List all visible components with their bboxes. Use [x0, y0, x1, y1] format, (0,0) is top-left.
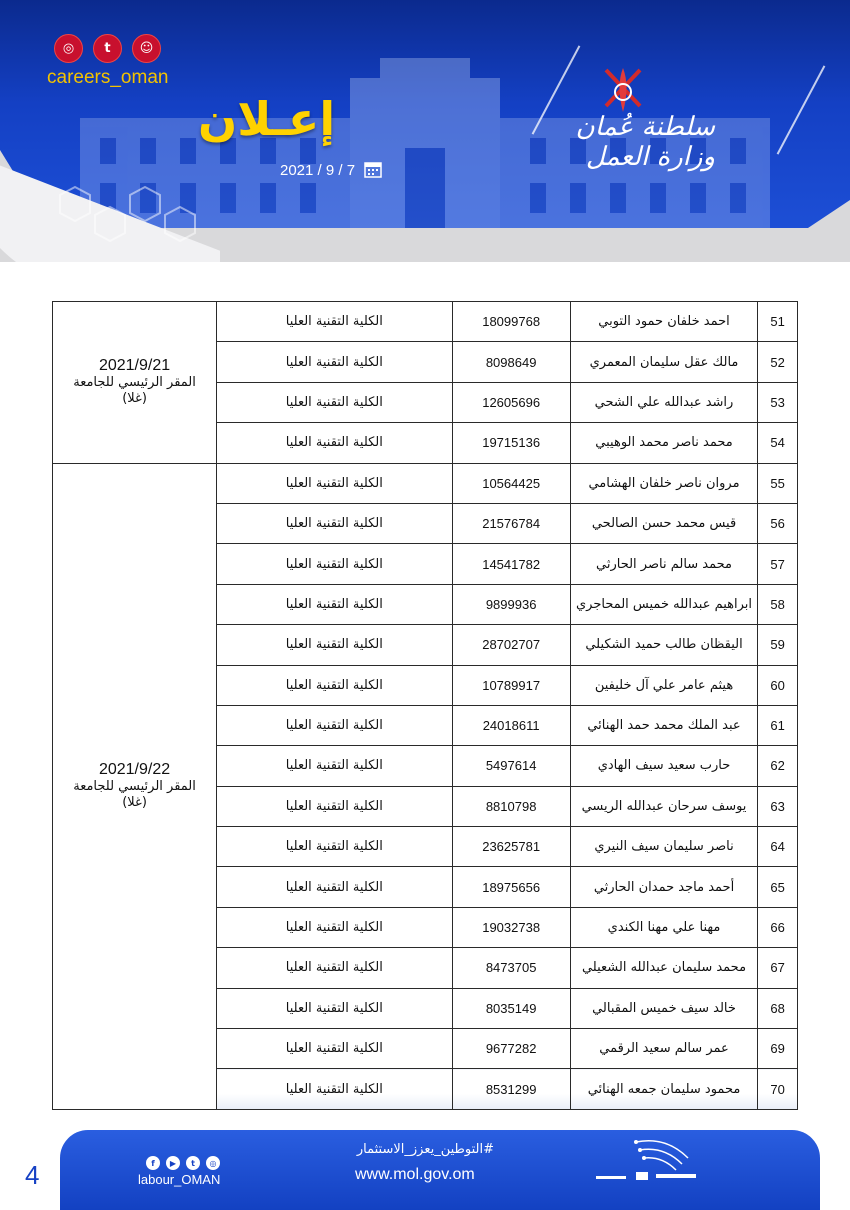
candidate-id-cell: 18099768	[452, 302, 570, 342]
row-number-cell: 56	[758, 503, 798, 543]
college-cell: الكلية التقنية العليا	[217, 382, 452, 422]
candidate-id-cell: 19032738	[452, 907, 570, 947]
announcement-date: 2021 / 9 / 7	[280, 162, 356, 179]
table-row	[53, 302, 798, 342]
college-cell: الكلية التقنية العليا	[217, 544, 452, 584]
row-number-cell: 62	[758, 746, 798, 786]
college-cell: الكلية التقنية العليا	[217, 827, 452, 867]
footer-banner	[0, 1122, 850, 1202]
twitter-icon[interactable]: t	[186, 1156, 200, 1170]
candidate-id-cell: 24018611	[452, 705, 570, 745]
college-cell: الكلية التقنية العليا	[217, 786, 452, 826]
candidate-id-cell: 10564425	[452, 463, 570, 503]
instagram-icon[interactable]: ◎	[206, 1156, 220, 1170]
candidate-name-cell: خالد سيف خميس المقبالي	[570, 988, 758, 1028]
row-number-cell: 61	[758, 705, 798, 745]
row-number-cell: 51	[758, 302, 798, 342]
row-number-cell: 57	[758, 544, 798, 584]
candidate-name-cell: مهنا علي مهنا الكندي	[570, 907, 758, 947]
college-cell: الكلية التقنية العليا	[217, 867, 452, 907]
college-cell: الكلية التقنية العليا	[217, 907, 452, 947]
youtube-icon[interactable]: ▶	[166, 1156, 180, 1170]
twitter-icon[interactable]: t	[93, 34, 122, 63]
candidate-id-cell: 28702707	[452, 625, 570, 665]
ministry-line-2: وزارة العمل	[585, 142, 715, 172]
candidate-name-cell: عمر سالم سعيد الرقمي	[570, 1029, 758, 1069]
row-number-cell: 70	[758, 1069, 798, 1109]
candidate-id-cell: 8035149	[452, 988, 570, 1028]
candidate-name-cell: محمد سالم ناصر الحارثي	[570, 544, 758, 584]
page-number: 4	[25, 1160, 40, 1190]
row-number-cell: 53	[758, 382, 798, 422]
college-cell: الكلية التقنية العليا	[217, 948, 452, 988]
row-number-cell: 65	[758, 867, 798, 907]
candidate-id-cell: 8473705	[452, 948, 570, 988]
candidate-id-cell: 19715136	[452, 423, 570, 463]
candidate-id-cell: 9899936	[452, 584, 570, 624]
ministry-line-1: سلطنة عُمان	[575, 112, 715, 142]
candidate-id-cell: 8810798	[452, 786, 570, 826]
college-cell: الكلية التقنية العليا	[217, 705, 452, 745]
interview-schedule-cell	[53, 463, 217, 1109]
candidate-id-cell: 10789917	[452, 665, 570, 705]
website-link[interactable]: www.mol.gov.om	[355, 1166, 475, 1183]
candidate-name-cell: محمد ناصر محمد الوهيبي	[570, 423, 758, 463]
instagram-icon[interactable]: ◎	[54, 34, 83, 63]
snapchat-icon[interactable]: ☺	[132, 34, 161, 63]
interview-location: المقر الرئيسي للجامعة	[73, 374, 196, 390]
candidate-name-cell: عبد الملك محمد حمد الهنائي	[570, 705, 758, 745]
footer-social-icons	[146, 1156, 220, 1170]
facebook-icon[interactable]: f	[146, 1156, 160, 1170]
row-number-cell: 52	[758, 342, 798, 382]
candidate-name-cell: أحمد ماجد حمدان الحارثي	[570, 867, 758, 907]
candidate-name-cell: اليقظان طالب حميد الشكيلي	[570, 625, 758, 665]
candidates-table-body	[53, 302, 798, 1110]
candidate-id-cell: 14541782	[452, 544, 570, 584]
college-cell: الكلية التقنية العليا	[217, 1069, 452, 1109]
college-cell: الكلية التقنية العليا	[217, 746, 452, 786]
ministry-logo-icon	[596, 1132, 706, 1190]
candidate-id-cell: 9677282	[452, 1029, 570, 1069]
candidate-id-cell: 12605696	[452, 382, 570, 422]
candidate-name-cell: احمد خلفان حمود التوبي	[570, 302, 758, 342]
college-cell: الكلية التقنية العليا	[217, 584, 452, 624]
college-cell: الكلية التقنية العليا	[217, 423, 452, 463]
candidate-name-cell: مروان ناصر خلفان الهشامي	[570, 463, 758, 503]
college-cell: الكلية التقنية العليا	[217, 503, 452, 543]
interview-date: 2021/9/21	[98, 356, 171, 374]
row-number-cell: 58	[758, 584, 798, 624]
candidate-name-cell: حارب سعيد سيف الهادي	[570, 746, 758, 786]
row-number-cell: 64	[758, 827, 798, 867]
interview-schedule-cell	[53, 302, 217, 464]
candidate-id-cell: 18975656	[452, 867, 570, 907]
candidate-id-cell: 21576784	[452, 503, 570, 543]
ministry-name	[565, 112, 715, 172]
row-number-cell: 68	[758, 988, 798, 1028]
candidate-name-cell: يوسف سرحان عبدالله الريسي	[570, 786, 758, 826]
candidate-name-cell: راشد عبدالله علي الشحي	[570, 382, 758, 422]
college-cell: الكلية التقنية العليا	[217, 463, 452, 503]
college-cell: الكلية التقنية العليا	[217, 1029, 452, 1069]
candidate-id-cell: 8098649	[452, 342, 570, 382]
footer-social-handle: labour_OMAN	[138, 1172, 221, 1187]
header-social-icons	[54, 34, 161, 63]
page-title: إعـلان	[198, 92, 336, 146]
candidates-table	[52, 301, 798, 1110]
row-number-cell: 66	[758, 907, 798, 947]
college-cell: الكلية التقنية العليا	[217, 665, 452, 705]
candidate-name-cell: ابراهيم عبدالله خميس المحاجري	[570, 584, 758, 624]
college-cell: الكلية التقنية العليا	[217, 988, 452, 1028]
table-row	[53, 463, 798, 503]
calendar-icon	[364, 160, 382, 178]
candidate-name-cell: هيثم عامر علي آل خليفين	[570, 665, 758, 705]
candidate-name-cell: قيس محمد حسن الصالحي	[570, 503, 758, 543]
social-handle: careers_oman	[47, 67, 169, 88]
interview-location-campus: (غلا)	[122, 794, 147, 810]
row-number-cell: 67	[758, 948, 798, 988]
row-number-cell: 59	[758, 625, 798, 665]
interview-location: المقر الرئيسي للجامعة	[73, 778, 196, 794]
row-number-cell: 60	[758, 665, 798, 705]
interview-date: 2021/9/22	[98, 760, 171, 778]
candidate-name-cell: ناصر سليمان سيف النيري	[570, 827, 758, 867]
row-number-cell: 54	[758, 423, 798, 463]
row-number-cell: 55	[758, 463, 798, 503]
college-cell: الكلية التقنية العليا	[217, 625, 452, 665]
candidate-name-cell: مالك عقل سليمان المعمري	[570, 342, 758, 382]
candidate-id-cell: 23625781	[452, 827, 570, 867]
candidate-name-cell: محمد سليمان عبدالله الشعيلي	[570, 948, 758, 988]
row-number-cell: 63	[758, 786, 798, 826]
interview-location-campus: (غلا)	[122, 390, 147, 406]
college-cell: الكلية التقنية العليا	[217, 342, 452, 382]
college-cell: الكلية التقنية العليا	[217, 302, 452, 342]
candidate-id-cell: 8531299	[452, 1069, 570, 1109]
candidate-id-cell: 5497614	[452, 746, 570, 786]
row-number-cell: 69	[758, 1029, 798, 1069]
oman-emblem-icon	[600, 62, 646, 116]
hex-pattern-decoration	[40, 185, 230, 255]
candidate-name-cell: محمود سليمان جمعه الهنائي	[570, 1069, 758, 1109]
footer-slogan: #التوطين_يعزز_الاستثمار	[356, 1142, 494, 1157]
